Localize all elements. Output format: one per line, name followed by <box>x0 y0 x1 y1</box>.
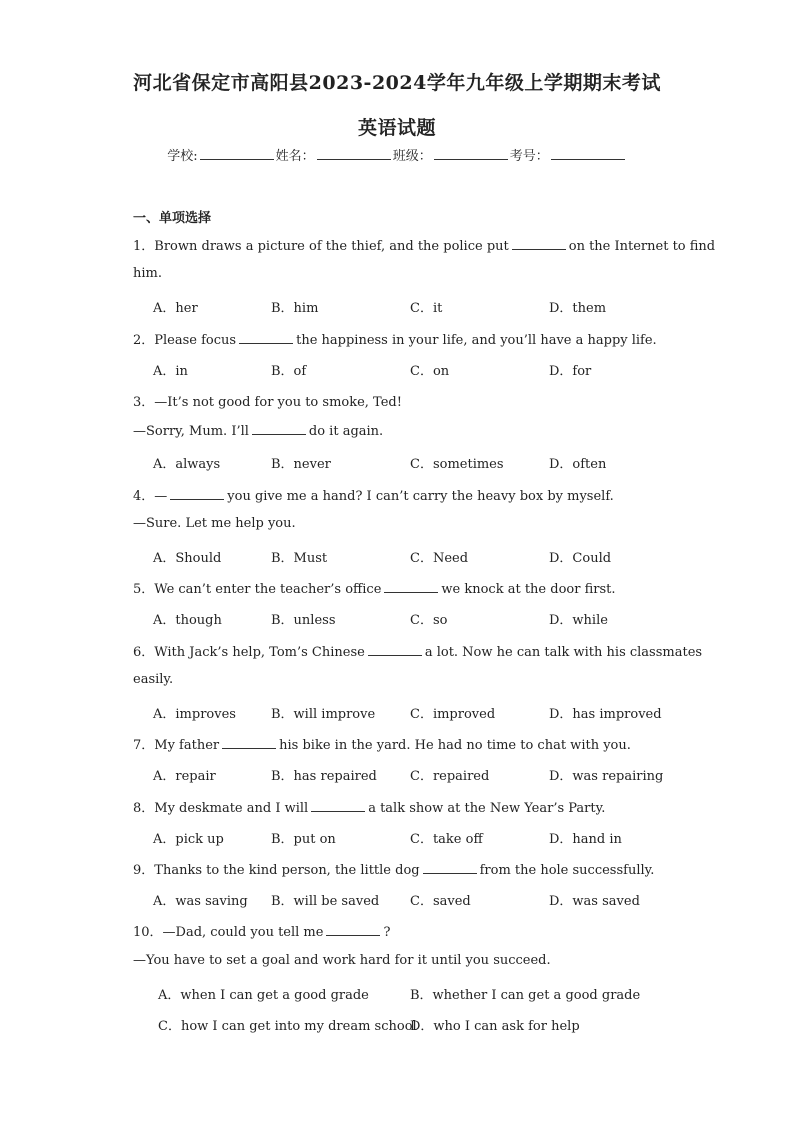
question-text: 7．My father <box>133 738 220 753</box>
option-d[interactable]: D．for <box>549 364 592 379</box>
option-c[interactable]: C．so <box>410 613 448 628</box>
question-text: his bike in the yard. He had no time to chat with you. <box>279 738 631 753</box>
question-text: 9．Thanks to the kind person, the little dog <box>133 863 420 878</box>
school-label: 学校: <box>167 149 198 164</box>
option-b[interactable]: B．never <box>271 457 331 472</box>
answer-blank[interactable] <box>239 331 293 344</box>
name-blank[interactable] <box>317 146 391 160</box>
option-d[interactable]: D．them <box>549 301 607 316</box>
option-c[interactable]: C．how I can get into my dream school <box>158 1019 417 1034</box>
option-c[interactable]: C．sometimes <box>410 457 504 472</box>
question-text: 2．Please focus <box>133 333 237 348</box>
option-c[interactable]: C．saved <box>410 894 471 909</box>
number-blank[interactable] <box>551 146 625 160</box>
number-label: 考号： <box>509 149 549 164</box>
question-text: you give me a hand? I can’t carry the heavy box by myself. <box>227 489 614 504</box>
question-text: the happiness in your life, and you’ll have a happy life. <box>296 333 657 348</box>
school-blank[interactable] <box>200 146 274 160</box>
option-d[interactable]: D．has improved <box>549 707 662 722</box>
question-7 <box>133 734 631 753</box>
question-9 <box>133 859 654 878</box>
question-text: —Sorry, Mum. I’ll <box>133 424 249 439</box>
question-2 <box>133 329 657 348</box>
option-d[interactable]: D．hand in <box>549 832 622 847</box>
option-d[interactable]: D．who I can ask for help <box>410 1019 580 1034</box>
option-c[interactable]: C．it <box>410 301 443 316</box>
option-b[interactable]: B．will improve <box>271 707 376 722</box>
option-b[interactable]: B．him <box>271 301 319 316</box>
question-text: 1．Brown draws a picture of the thief, and the police put <box>133 239 509 254</box>
option-b[interactable]: B．of <box>271 364 307 379</box>
question-text: we knock at the door first. <box>441 582 616 597</box>
option-d[interactable]: D．was saved <box>549 894 640 909</box>
option-a[interactable]: A．pick up <box>153 832 224 847</box>
question-text: on the Internet to find <box>568 239 716 254</box>
question-5 <box>133 578 616 597</box>
question-1-continued: him. <box>133 266 162 281</box>
question-10 <box>133 921 390 940</box>
option-a[interactable]: A．improves <box>153 707 236 722</box>
class-blank[interactable] <box>434 146 508 160</box>
option-a[interactable]: A．repair <box>153 769 216 784</box>
question-text: 6．With Jack’s help, Tom’s Chinese <box>133 645 365 660</box>
answer-blank[interactable] <box>512 237 566 250</box>
option-c[interactable]: C．Need <box>410 551 469 566</box>
answer-blank[interactable] <box>170 487 224 500</box>
question-8 <box>133 797 605 816</box>
question-text: do it again. <box>308 424 384 439</box>
question-text: a talk show at the New Year’s Party. <box>368 801 606 816</box>
option-d[interactable]: D．Could <box>549 551 612 566</box>
option-b[interactable]: B．put on <box>271 832 336 847</box>
question-text: a lot. Now he can talk with his classmates <box>424 645 703 660</box>
option-a[interactable]: A．in <box>153 364 188 379</box>
answer-blank[interactable] <box>326 923 380 936</box>
student-info-row <box>0 145 794 164</box>
option-b[interactable]: B．has repaired <box>271 769 377 784</box>
option-d[interactable]: D．often <box>549 457 607 472</box>
question-6-continued: easily. <box>133 672 174 687</box>
option-a[interactable]: A．Should <box>153 551 222 566</box>
answer-blank[interactable] <box>222 736 276 749</box>
option-a[interactable]: A．was saving <box>153 894 248 909</box>
answer-blank[interactable] <box>311 799 365 812</box>
answer-blank[interactable] <box>368 643 422 656</box>
option-c[interactable]: C．take off <box>410 832 483 847</box>
exam-title-line-1: 河北省保定市高阳县2023-2024学年九年级上学期期末考试 <box>133 72 661 94</box>
option-a[interactable]: A．when I can get a good grade <box>158 988 369 1003</box>
question-text: from the hole successfully. <box>479 863 655 878</box>
option-c[interactable]: C．on <box>410 364 450 379</box>
question-text: 4．— <box>133 489 168 504</box>
answer-blank[interactable] <box>384 580 438 593</box>
question-text: 5．We can’t enter the teacher’s office <box>133 582 382 597</box>
option-b[interactable]: B．unless <box>271 613 336 628</box>
option-a[interactable]: A．her <box>153 301 198 316</box>
option-b[interactable]: B．Must <box>271 551 328 566</box>
name-label: 姓名： <box>275 149 315 164</box>
question-1 <box>133 235 715 254</box>
answer-blank[interactable] <box>423 861 477 874</box>
question-text: 10．—Dad, could you tell me <box>133 925 324 940</box>
question-text: ? <box>383 925 391 940</box>
option-c[interactable]: C．improved <box>410 707 496 722</box>
option-a[interactable]: A．though <box>153 613 222 628</box>
question-3: 3．—It’s not good for you to smoke, Ted! <box>133 395 402 410</box>
question-text: 8．My deskmate and I will <box>133 801 309 816</box>
option-b[interactable]: B．whether I can get a good grade <box>410 988 641 1003</box>
option-b[interactable]: B．will be saved <box>271 894 380 909</box>
option-a[interactable]: A．always <box>153 457 221 472</box>
question-4-reply: —Sure. Let me help you. <box>133 516 296 531</box>
option-c[interactable]: C．repaired <box>410 769 490 784</box>
option-d[interactable]: D．while <box>549 613 608 628</box>
question-4 <box>133 485 614 504</box>
question-3-reply <box>133 422 383 439</box>
question-10-reply: —You have to set a goal and work hard for it until you succeed. <box>133 953 551 968</box>
class-label: 班级： <box>392 149 432 164</box>
exam-title-line-2: 英语试题 <box>357 117 436 139</box>
section-title: 一、单项选择 <box>133 211 212 226</box>
question-6 <box>133 641 702 660</box>
answer-blank[interactable] <box>252 422 306 435</box>
option-d[interactable]: D．was repairing <box>549 769 664 784</box>
